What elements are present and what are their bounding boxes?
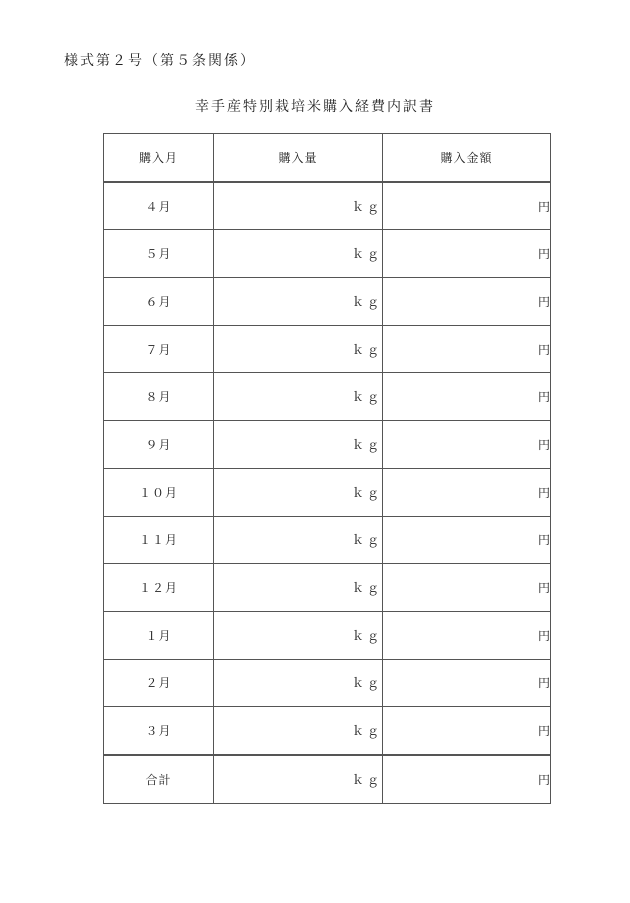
header-purchase-quantity: 購入量 xyxy=(214,134,383,182)
total-row xyxy=(104,755,551,803)
month-cell: ５月 xyxy=(104,230,214,278)
month-cell: ７月 xyxy=(104,325,214,373)
quantity-cell[interactable]: ｋｇ xyxy=(214,373,383,421)
table-row xyxy=(104,421,551,469)
quantity-cell[interactable]: ｋｇ xyxy=(214,659,383,707)
table-row xyxy=(104,564,551,612)
amount-cell[interactable]: 円 xyxy=(383,373,551,421)
purchase-breakdown-table xyxy=(103,133,551,804)
amount-cell[interactable]: 円 xyxy=(383,707,551,755)
header-purchase-amount: 購入金額 xyxy=(383,134,551,182)
amount-cell[interactable]: 円 xyxy=(383,230,551,278)
table-row xyxy=(104,230,551,278)
amount-cell[interactable]: 円 xyxy=(383,611,551,659)
month-cell: １０月 xyxy=(104,468,214,516)
table-row xyxy=(104,707,551,755)
amount-cell[interactable]: 円 xyxy=(383,468,551,516)
month-cell: １月 xyxy=(104,611,214,659)
quantity-cell[interactable]: ｋｇ xyxy=(214,564,383,612)
amount-cell[interactable]: 円 xyxy=(383,421,551,469)
table-row xyxy=(104,468,551,516)
month-cell: ９月 xyxy=(104,421,214,469)
quantity-cell[interactable]: ｋｇ xyxy=(214,182,383,230)
total-amount-cell[interactable]: 円 xyxy=(383,755,551,803)
table-row xyxy=(104,278,551,326)
quantity-cell[interactable]: ｋｇ xyxy=(214,611,383,659)
month-cell: ４月 xyxy=(104,182,214,230)
month-cell: １２月 xyxy=(104,564,214,612)
total-quantity-cell[interactable]: ｋｇ xyxy=(214,755,383,803)
month-cell: ３月 xyxy=(104,707,214,755)
table-row xyxy=(104,611,551,659)
header-purchase-month: 購入月 xyxy=(104,134,214,182)
table-header-row xyxy=(104,134,551,182)
quantity-cell[interactable]: ｋｇ xyxy=(214,325,383,373)
month-cell: １１月 xyxy=(104,516,214,564)
document-title: 幸手産特別栽培米購入経費内訳書 xyxy=(195,99,435,115)
amount-cell[interactable]: 円 xyxy=(383,182,551,230)
quantity-cell[interactable]: ｋｇ xyxy=(214,230,383,278)
amount-cell[interactable]: 円 xyxy=(383,516,551,564)
amount-cell[interactable]: 円 xyxy=(383,659,551,707)
form-number: 様式第２号（第５条関係） xyxy=(64,53,256,69)
quantity-cell[interactable]: ｋｇ xyxy=(214,468,383,516)
quantity-cell[interactable]: ｋｇ xyxy=(214,516,383,564)
table-row xyxy=(104,659,551,707)
amount-cell[interactable]: 円 xyxy=(383,564,551,612)
quantity-cell[interactable]: ｋｇ xyxy=(214,278,383,326)
month-cell: ２月 xyxy=(104,659,214,707)
amount-cell[interactable]: 円 xyxy=(383,325,551,373)
total-label: 合計 xyxy=(104,755,214,803)
table-row xyxy=(104,182,551,230)
month-cell: ６月 xyxy=(104,278,214,326)
quantity-cell[interactable]: ｋｇ xyxy=(214,707,383,755)
table-row xyxy=(104,325,551,373)
quantity-cell[interactable]: ｋｇ xyxy=(214,421,383,469)
amount-cell[interactable]: 円 xyxy=(383,278,551,326)
table-row xyxy=(104,516,551,564)
month-cell: ８月 xyxy=(104,373,214,421)
table-row xyxy=(104,373,551,421)
